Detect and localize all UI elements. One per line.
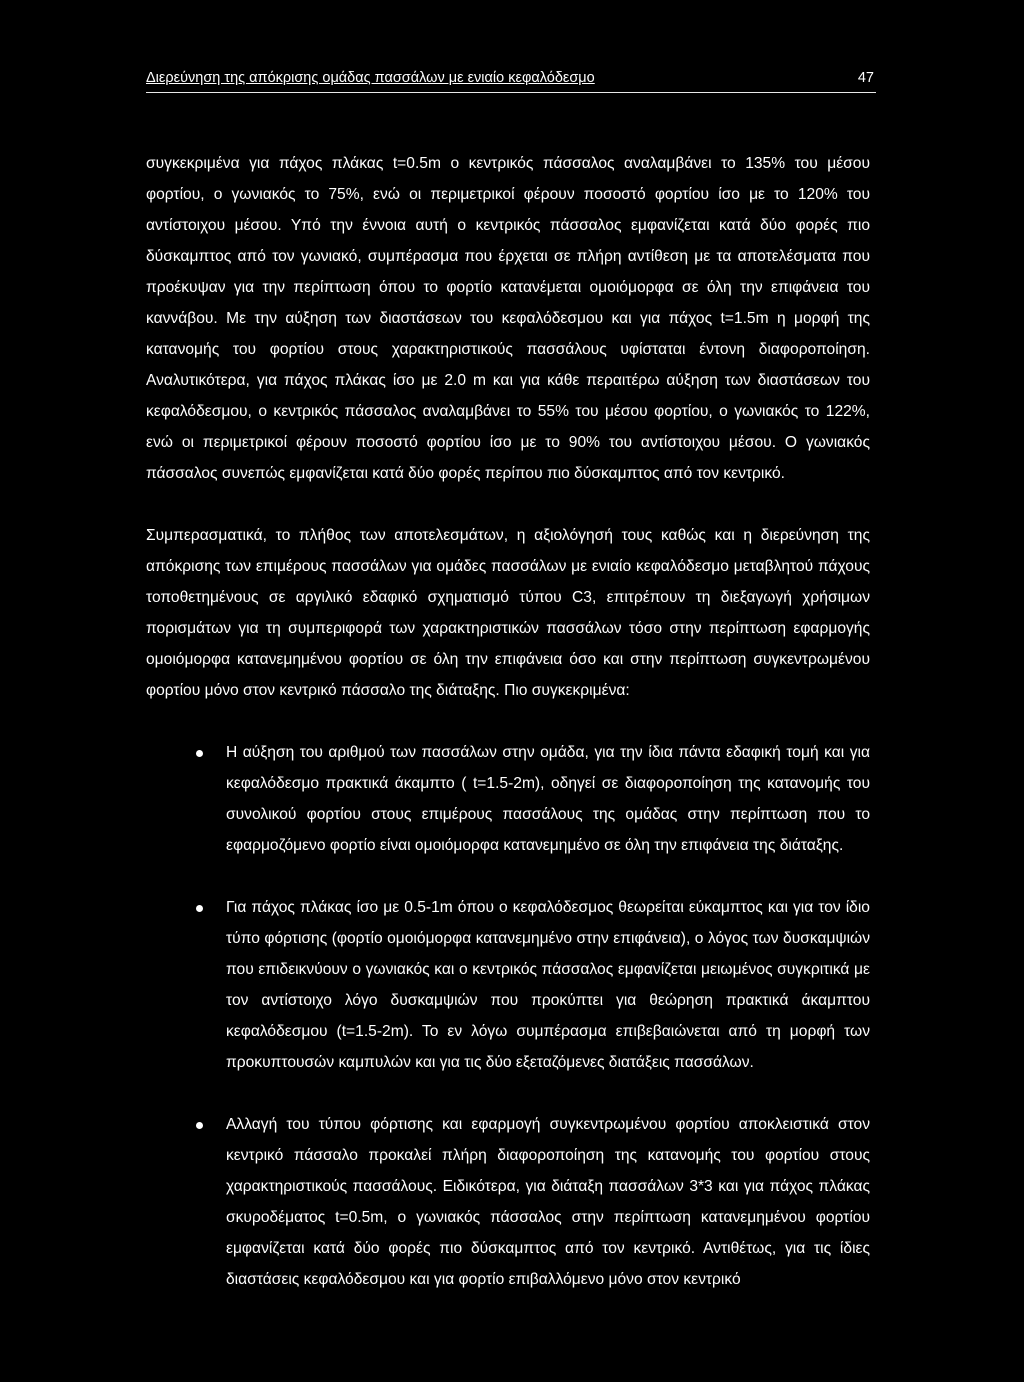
list-item-text: Για πάχος πλάκας ίσο με 0.5-1m όπου ο κεφαλόδεσμος θεωρείται εύκαμπτος και για τον ίδιο τύπο φόρτισης (φορτίο ομοιόμορφα κατανεμημένο στην επιφάνεια), ο λόγος των δυσκαμψιών που επιδεικνύουν ο γωνιακός και ο κεντρικός πάσσαλος εμφανίζεται μειωμένος συγκριτικά με τον αντίστοιχο λόγο δυσκαμψιών που προκύπτει για θεώρηση πρακτικά άκαμπτου κεφαλόδεσμου (t=1.5-2m). Το εν λόγω συμπέρασμα επιβεβαιώνεται από τη μορφή των προκυπτουσών καμπυλών και για τις δύο εξεταζόμενες διατάξεις πασσάλων.: [226, 899, 870, 1071]
conclusions-list: [146, 737, 870, 1295]
paragraph: Συμπερασματικά, το πλήθος των αποτελεσμάτων, η αξιολόγησή τους καθώς και η διερεύνηση της απόκρισης των επιμέρους πασσάλων για ομάδες πασσάλων με ενιαίο κεφαλόδεσμο μεταβλητού πάχους τοποθετημένους σε αργιλικό εδαφικό σχηματισμό τύπου C3, επιτρέπουν τη διεξαγωγή χρήσιμων πορισμάτων για τη συμπεριφορά των χαρακτηριστικών πασσάλων τόσο στην περίπτωση εφαρμογής ομοιόμορφα κατανεμημένου φορτίου σε όλη την επιφάνεια όσο και στην περίπτωση συγκεντρωμένου φορτίου μόνο στον κεντρικό πάσσαλο της διάταξης. Πιο συγκεκριμένα:: [146, 527, 870, 699]
bullet-icon: [196, 750, 203, 757]
header-title: Διερεύνηση της απόκρισης ομάδας πασσάλων με ενιαίο κεφαλόδεσμο: [146, 70, 595, 86]
list-item: [146, 892, 870, 1078]
body-text: [146, 148, 870, 1295]
bullet-icon: [196, 1122, 203, 1129]
list-item-text: Αλλαγή του τύπου φόρτισης και εφαρμογή συγκεντρωμένου φορτίου αποκλειστικά στον κεντρικό πάσσαλο προκαλεί πλήρη διαφοροποίηση της κατανομής του φορτίου στους χαρακτηριστικούς πασσάλους. Ειδικότερα, για διάταξη πασσάλων 3*3 και για πάχος πλάκας σκυροδέματος t=0.5m, ο γωνιακός πάσσαλος στην περίπτωση κατανεμημένου φορτίου εμφανίζεται κατά δύο φορές πιο δύσκαμπτος από τον κεντρικό. Αντιθέτως, για τις ίδιες διαστάσεις κεφαλόδεσμου και για φορτίο επιβαλλόμενο μόνο στον κεντρικό: [226, 1116, 870, 1288]
list-item: [146, 1109, 870, 1295]
page-number: 47: [857, 70, 874, 86]
running-header: [146, 66, 876, 93]
bullet-icon: [196, 905, 203, 912]
paragraph: συγκεκριμένα για πάχος πλάκας t=0.5m ο κεντρικός πάσσαλος αναλαμβάνει το 135% του μέσου φορτίου, ο γωνιακός το 75%, ενώ οι περιμετρικοί φέρουν ποσοστό φορτίου ίσο με το 120% του αντίστοιχου μέσου. Υπό την έννοια αυτή ο κεντρικός πάσσαλος εμφανίζεται κατά δύο φορές πιο δύσκαμπτος από τον γωνιακό, συμπέρασμα που έρχεται σε πλήρη αντίθεση με τα αποτελέσματα που προέκυψαν για την περίπτωση όπου το φορτίο κατανέμεται ομοιόμορφα σε όλη την επιφάνεια του καννάβου. Με την αύξηση των διαστάσεων του κεφαλόδεσμου και για πάχος t=1.5m η μορφή της κατανομής του φορτίου στους χαρακτηριστικούς πασσάλους υφίσταται έντονη διαφοροποίηση. Αναλυτικότερα, για πάχος πλάκας ίσο με 2.0 m και για κάθε περαιτέρω αύξηση των διαστάσεων του κεφαλόδεσμου, ο κεντρικός πάσσαλος αναλαμβάνει το 55% του μέσου φορτίου, ο γωνιακός το 122%, ενώ οι περιμετρικοί φέρουν ποσοστό φορτίου ίσο με το 90% του αντίστοιχου μέσου. Ο γωνιακός πάσσαλος συνεπώς εμφανίζεται κατά δύο φορές περίπου πιο δύσκαμπτος από τον κεντρικό.: [146, 155, 870, 482]
list-item-text: Η αύξηση του αριθμού των πασσάλων στην ομάδα, για την ίδια πάντα εδαφική τομή και για κεφαλόδεσμο πρακτικά άκαμπτο ( t=1.5-2m), οδηγεί σε διαφοροποίηση της κατανομής του συνολικού φορτίου στους επιμέρους πασσάλους της ομάδας στην περίπτωση που το εφαρμοζόμενο φορτίο είναι ομοιόμορφα κατανεμημένο σε όλη την επιφάνεια της διάταξης.: [226, 744, 870, 854]
list-item: [146, 737, 870, 861]
